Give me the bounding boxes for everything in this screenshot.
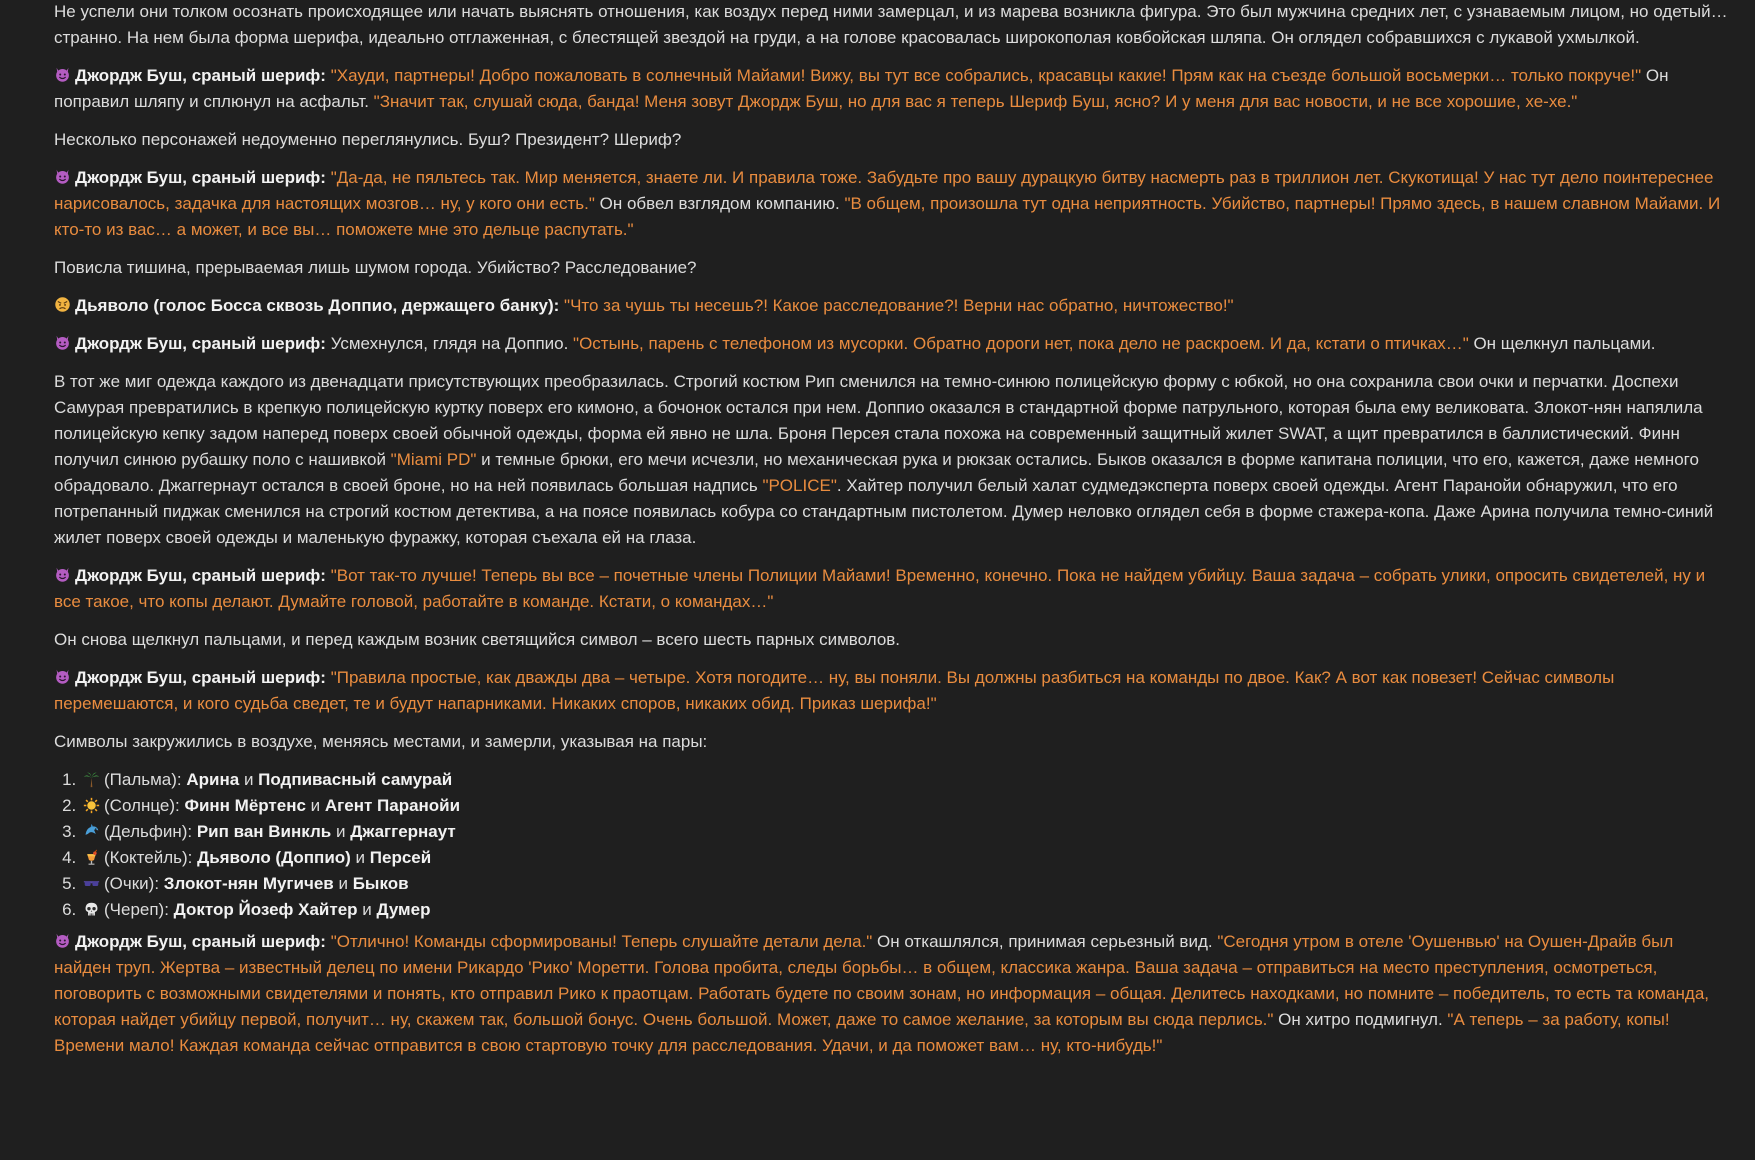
pair-member-a: Арина (186, 770, 240, 789)
pair-symbol-label: (Пальма): (104, 770, 187, 789)
narration-text: Он обвел взглядом компанию. (594, 194, 845, 213)
list-item (81, 845, 1729, 871)
speaker-name: Джордж Буш, сраный шериф: (75, 668, 326, 687)
dialogue-paragraph (54, 63, 1729, 115)
smiling-devil-icon (54, 668, 71, 685)
speaker-name: Дьяволо (голос Босса сквозь Доппио, держащего банку): (75, 296, 560, 315)
dialogue-paragraph (54, 293, 1729, 319)
dialogue-paragraph (54, 929, 1729, 1059)
narration-paragraph (54, 627, 1729, 653)
pair-and: и (305, 796, 325, 815)
narration-paragraph (54, 127, 1729, 153)
pair-member-b: Джаггернаут (350, 822, 456, 841)
narration-text: Повисла тишина, прерываемая лишь шумом города. Убийство? Расследование? (54, 258, 697, 277)
quote-text: "Отлично! Команды сформированы! Теперь слушайте детали дела." (330, 932, 873, 951)
pair-symbol-label: (Коктейль): (104, 848, 198, 867)
quote-text: "Что за чушь ты несешь?! Какое расследование?! Верни нас обратно, ничтожество!" (564, 296, 1234, 315)
pair-and: и (350, 848, 370, 867)
quote-text: "Да-да, не пяльтесь так. Мир меняется, знаете ли. И правила тоже. Забудьте про вашу дурацкую битву насмерть раз в триллион лет. Скукотища! У нас тут дело поинтереснее нарисовалось, задачка для настоящих мозгов… ну, у кого они есть." (54, 168, 1714, 213)
smiling-devil-icon (54, 334, 71, 351)
quote-text: "Сегодня утром в отеле 'Оушенвью' на Оушен-Драйв был найден труп. Жертва – известный делец по имени Рикардо 'Рико' Моретти. Голова пробита, следы борьбы… в общем, классика жанра. Ваша задача – отправиться на место преступления, осмотреться, поговорить с возможными свидетелями и понять, кто отправил Рико к праотцам. Работать будете по своим зонам, но информация – общая. Делитесь находками, но помните – победитель, то есть та команда, которая найдет убийцу первой, получит… ну, скажем так, большой бонус. Очень большой. Может, даже то самое желание, за которым вы сюда перлись." (54, 932, 1710, 1029)
narration-text: Он снова щелкнул пальцами, и перед каждым возник светящийся символ – всего шесть парных символов. (54, 630, 901, 649)
pair-and: и (331, 822, 351, 841)
speaker-name: Джордж Буш, сраный шериф: (75, 566, 326, 585)
pair-member-b: Агент Паранойи (324, 796, 461, 815)
narration-text: Несколько персонажей недоуменно переглянулись. Буш? Президент? Шериф? (54, 130, 682, 149)
narration-text: Усмехнулся, глядя на Доппио. (325, 334, 574, 353)
narration-text: Не успели они толком осознать происходящее или начать выяснять отношения, как воздух перед ними замерцал, и из марева возникла фигура. Это был мужчина средних лет, с узнаваемым лицом, но одетый… странно. На нем была форма шерифа, идеально отглаженная, с блестящей звездой на груди, а на голове красовалась широкополая ковбойская шляпа. Он оглядел собравшихся с лукавой ухмылкой. (54, 2, 1728, 47)
smiling-devil-icon (54, 566, 71, 583)
pair-symbol-label: (Дельфин): (104, 822, 197, 841)
pair-and: и (239, 770, 259, 789)
narration-text: Он щелкнул пальцами. (1468, 334, 1656, 353)
narration-text: . Хайтер получил белый халат судмедэксперта поверх своей одежды. Агент Паранойи обнаружил, что его потрепанный пиджак сменился на строгий костюм детектива, а на поясе появилась кобура со стандартным пистолетом. Думер неловко оглядел себя в форме стажера-копа. Даже Арина получила темно-синий жилет поверх своей одежды и маленькую фуражку, которая съехала ей на глаза. (54, 476, 1714, 547)
dialogue-paragraph (54, 165, 1729, 243)
sunglasses-icon (83, 875, 100, 892)
quote-text: "А теперь – за работу, копы! Времени мало! Каждая команда сейчас отправится в свою стартовую точку для расследования. Удачи, и да поможет вам… ну, кто-нибудь!" (54, 1010, 1670, 1055)
narration-text: Он откашлялся, принимая серьезный вид. (872, 932, 1218, 951)
skull-icon (83, 901, 100, 918)
chat-message (54, 0, 1729, 1071)
pair-symbol-label: (Очки): (104, 874, 164, 893)
sun-icon (83, 797, 100, 814)
narration-paragraph (54, 255, 1729, 281)
pair-member-b: Думер (376, 900, 431, 919)
quote-text: "Miami PD" (390, 450, 477, 469)
narration-paragraph (54, 369, 1729, 551)
pair-member-a: Злокот-нян Мугичев (163, 874, 334, 893)
pair-and: и (357, 900, 377, 919)
pair-member-a: Финн Мёртенс (184, 796, 306, 815)
speaker-name: Джордж Буш, сраный шериф: (75, 168, 326, 187)
dialogue-paragraph (54, 563, 1729, 615)
list-item (81, 819, 1729, 845)
narration-text: и темные брюки, его мечи исчезли, но механическая рука и рюкзак остались. Быков оказался в форме капитана полиции, что его, кажется, даже немного обрадовало. Джаггернаут остался в своей броне, но на ней появилась большая надпись (54, 450, 1699, 495)
narration-text: Он хитро подмигнул. (1273, 1010, 1448, 1029)
smiling-devil-icon (54, 932, 71, 949)
narration-text: В тот же миг одежда каждого из двенадцати присутствующих преобразилась. Строгий костюм Рип сменился на темно-синюю полицейскую форму с юбкой, но она сохранила свои очки и перчатки. Доспехи Самурая превратились в крепкую полицейскую куртку поверх его кимоно, а бочонок остался при нем. Доппио оказался в стандартной форме патрульного, которая была ему великовата. Злокот-нян напялила полицейскую кепку задом наперед поверх своей обычной одежды, форма ей явно не шла. Броня Персея стала похожа на современный защитный жилет SWAT, а щит превратился в баллистический. Финн получил синюю рубашку поло с нашивкой (54, 372, 1703, 469)
speaker-name: Джордж Буш, сраный шериф: (75, 66, 326, 85)
palm-tree-icon (83, 771, 100, 788)
cocktail-icon (83, 849, 100, 866)
narration-text: Он поправил шляпу и сплюнул на асфальт. (54, 66, 1669, 111)
quote-text: "Остынь, парень с телефоном из мусорки. Обратно дороги нет, пока дело не раскроем. И да, кстати о птичках…" (573, 334, 1469, 353)
pair-member-b: Подпивасный самурай (258, 770, 453, 789)
narration-text: Символы закружились в воздухе, меняясь местами, и замерли, указывая на пары: (54, 732, 708, 751)
quote-text: "POLICE" (762, 476, 837, 495)
pair-member-a: Рип ван Винкль (196, 822, 332, 841)
dolphin-icon (83, 823, 100, 840)
speaker-name: Джордж Буш, сраный шериф: (75, 334, 326, 353)
list-item (81, 897, 1729, 923)
list-item (81, 767, 1729, 793)
quote-text: "В общем, произошла тут одна неприятность. Убийство, партнеры! Прямо здесь, в нашем славном Майами. И кто-то из вас… а может, и все вы… поможете мне это дельце распутать." (54, 194, 1721, 239)
pair-member-b: Персей (369, 848, 432, 867)
list-item (81, 871, 1729, 897)
quote-text: "Хауди, партнеры! Добро пожаловать в солнечный Майами! Вижу, вы тут все собрались, красавцы какие! Прям как на съезде большой восьмерки… только покруче!" (330, 66, 1642, 85)
quote-text: "Значит так, слушай сюда, банда! Меня зовут Джордж Буш, но для вас я теперь Шериф Буш, ясно? И у меня для вас новости, и не все хорошие, хе-хе." (373, 92, 1578, 111)
pair-member-a: Дьяволо (Доппио) (197, 848, 351, 867)
pair-and: и (333, 874, 353, 893)
pair-symbol-label: (Солнце): (104, 796, 185, 815)
narration-paragraph (54, 729, 1729, 755)
quote-text: "Правила простые, как дважды два – четыре. Хотя погодите… ну, вы поняли. Вы должны разбиться на команды по двое. Как? А вот как повезет! Сейчас символы перемешаются, и кого судьба сведет, те и будут напарниками. Никаких споров, никаких обид. Приказ шерифа!" (54, 668, 1615, 713)
dialogue-paragraph (54, 331, 1729, 357)
pairs-list (54, 767, 1729, 923)
dialogue-paragraph (54, 665, 1729, 717)
angry-face-icon (54, 296, 71, 313)
pair-member-b: Быков (352, 874, 409, 893)
quote-text: "Вот так-то лучше! Теперь вы все – почетные члены Полиции Майами! Временно, конечно. Пока не найдем убийцу. Ваша задача – собрать улики, опросить свидетелей, ну и все такое, что копы делают. Думайте головой, работайте в команде. Кстати, о командах…" (54, 566, 1706, 611)
pair-member-a: Доктор Йозеф Хайтер (173, 900, 358, 919)
list-item (81, 793, 1729, 819)
pair-symbol-label: (Череп): (104, 900, 174, 919)
smiling-devil-icon (54, 168, 71, 185)
speaker-name: Джордж Буш, сраный шериф: (75, 932, 326, 951)
smiling-devil-icon (54, 66, 71, 83)
narration-paragraph (54, 0, 1729, 51)
